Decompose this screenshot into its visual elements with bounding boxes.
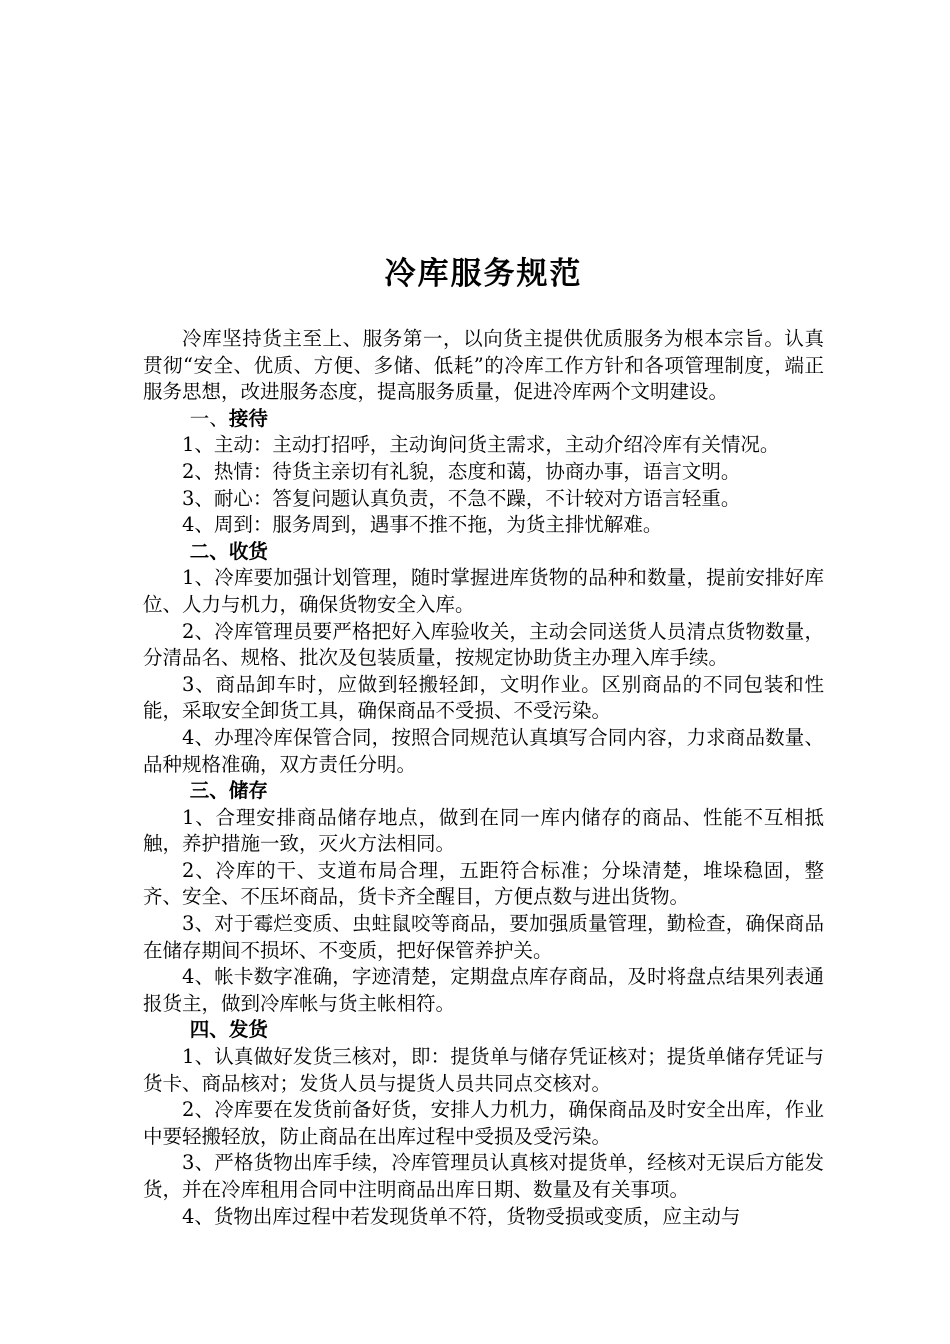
list-item: 2、冷库管理员要严格把好入库验收关，主动会同送货人员清点货物数量，分清品名、规格、批次及包装质量，按规定协助货主办理入库手续。 bbox=[143, 619, 824, 670]
list-item: 4、周到：服务周到，遇事不推不拖，为货主排忧解难。 bbox=[182, 513, 663, 537]
list-item: 4、货物出库过程中若发现货单不符，货物受损或变质，应主动与 bbox=[182, 1204, 741, 1228]
section-receiving bbox=[143, 539, 824, 778]
section-number: 一、 bbox=[189, 406, 229, 430]
list-item: 1、合理安排商品储存地点，做到在同一库内储存的商品、性能不互相抵触，养护措施一致，灭火方法相同。 bbox=[143, 805, 824, 856]
list-item: 4、帐卡数字准确，字迹清楚，定期盘点库存商品，及时将盘点结果列表通报货主，做到冷库帐与货主帐相符。 bbox=[143, 965, 824, 1015]
list-item: 3、对于霉烂变质、虫蛀鼠咬等商品，要加强质量管理，勤检查，确保商品在储存期间不损坏、不变质，把好保管养护关。 bbox=[143, 912, 824, 962]
section-reception bbox=[143, 406, 824, 539]
list-item: 2、冷库要在发货前备好货，安排人力机力，确保商品及时安全出库，作业中要轻搬轻放，防止商品在出库过程中受损及受污染。 bbox=[143, 1098, 824, 1148]
section-heading bbox=[143, 778, 824, 805]
section-title: 储存 bbox=[228, 779, 268, 803]
section-heading bbox=[143, 539, 824, 566]
section-title: 发货 bbox=[228, 1018, 268, 1042]
section-number: 二、 bbox=[189, 539, 229, 563]
list-item: 1、认真做好发货三核对，即：提货单与储存凭证核对；提货单储存凭证与货卡、商品核对；发货人员与提货人员共同点交核对。 bbox=[143, 1045, 824, 1095]
section-number: 三、 bbox=[189, 779, 229, 803]
section-storage bbox=[143, 778, 824, 1017]
document-page bbox=[143, 250, 824, 1230]
section-number: 四、 bbox=[189, 1018, 229, 1042]
list-item: 3、耐心：答复问题认真负责，不急不躁，不计较对方语言轻重。 bbox=[182, 486, 741, 510]
section-title: 收货 bbox=[228, 539, 268, 563]
list-item: 2、冷库的干、支道布局合理，五距符合标准；分垛清楚，堆垛稳固，整齐、安全、不压坏商品，货卡齐全醒目，方便点数与进出货物。 bbox=[143, 858, 824, 909]
section-title: 接待 bbox=[228, 406, 268, 430]
list-item: 1、冷库要加强计划管理，随时掌握进库货物的品种和数量，提前安排好库位、人力与机力，确保货物安全入库。 bbox=[143, 566, 824, 616]
list-item: 3、商品卸车时，应做到轻搬轻卸，文明作业。区别商品的不同包装和性能，采取安全卸货工具，确保商品不受损、不受污染。 bbox=[143, 672, 824, 723]
intro-paragraph: 冷库坚持货主至上、服务第一，以向货主提供优质服务为根本宗旨。认真贯彻“安全、优质、方便、多储、低耗”的冷库工作方针和各项管理制度，端正服务思想，改进服务态度，提高服务质量，促进冷库两个文明建设。 bbox=[143, 327, 824, 404]
list-item: 2、热情：待货主亲切有礼貌，态度和蔼，协商办事，语言文明。 bbox=[182, 459, 741, 483]
document-title: 冷库服务规范 bbox=[384, 256, 583, 292]
list-item: 4、办理冷库保管合同，按照合同规范认真填写合同内容，力求商品数量、品种规格准确，双方责任分明。 bbox=[143, 725, 824, 776]
list-item: 1、主动：主动打招呼，主动询问货主需求，主动介绍冷库有关情况。 bbox=[182, 433, 780, 457]
section-heading bbox=[143, 406, 824, 433]
list-item: 3、严格货物出库手续，冷库管理员认真核对提货单，经核对无误后方能发货，并在冷库租用合同中注明商品出库日期、数量及有关事项。 bbox=[143, 1151, 824, 1201]
section-heading bbox=[143, 1017, 824, 1044]
section-shipping bbox=[143, 1017, 824, 1230]
